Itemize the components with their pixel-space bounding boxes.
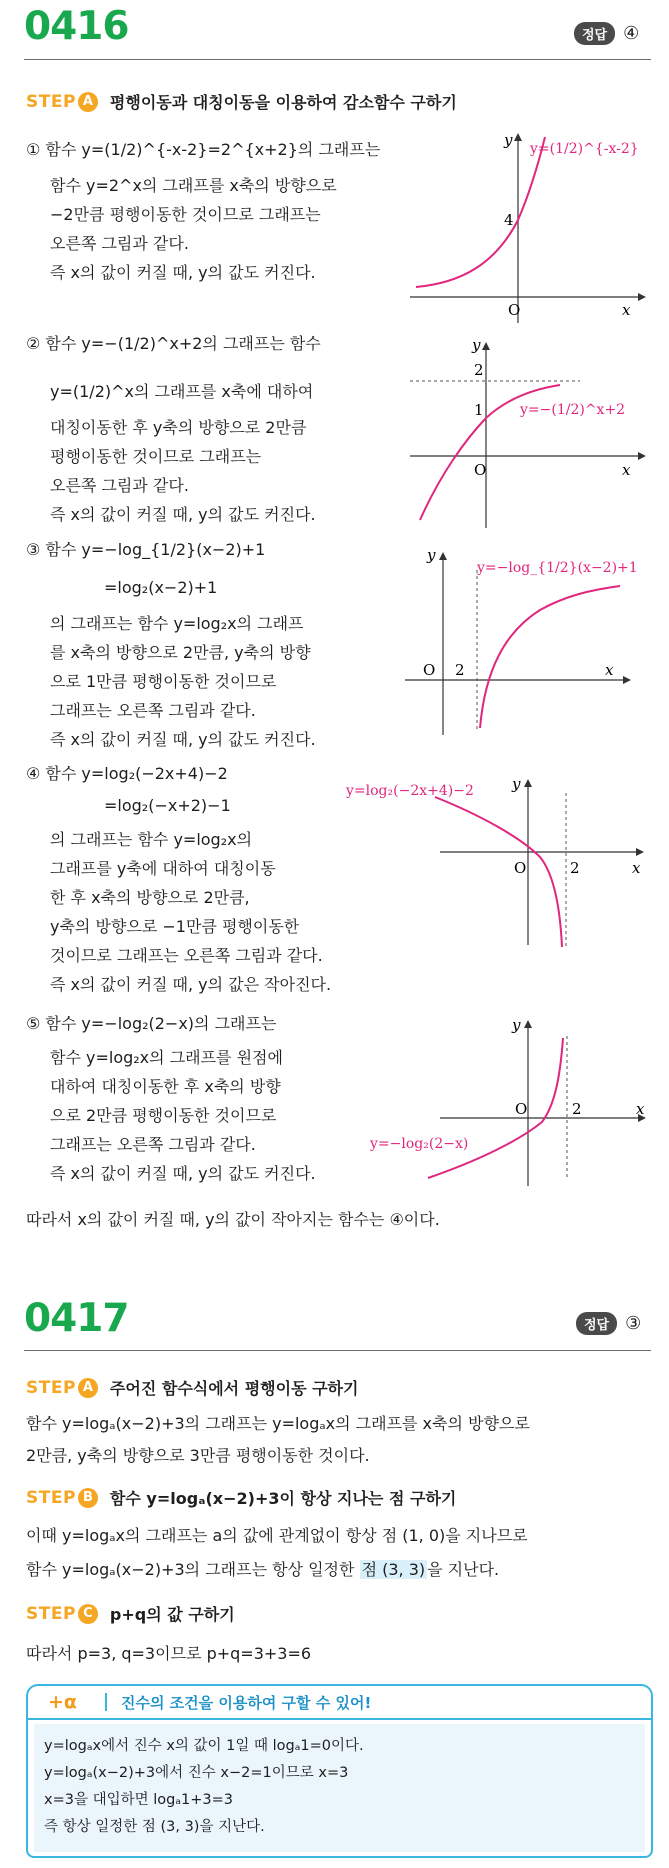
item1-line1: ① 함수 y=(1/2)^{-x-2}=2^{x+2}의 그래프는 <box>26 140 381 159</box>
y-arrow <box>439 552 447 560</box>
curve <box>416 137 545 287</box>
item1-line4: 오른쪽 그림과 같다. <box>50 234 189 253</box>
origin-label: O <box>515 1100 528 1118</box>
graph-1 <box>410 125 650 325</box>
curve <box>435 797 562 947</box>
origin-label: O <box>508 301 521 319</box>
item2-line5: 오른쪽 그림과 같다. <box>50 476 189 495</box>
item2-line6: 즉 x의 값이 커질 때, y의 값도 커진다. <box>50 505 316 524</box>
item4-line1: ④ 함수 y=log₂(−2x+4)−2 <box>26 764 228 783</box>
label-2: 2 <box>474 361 484 379</box>
item3-line2: =log₂(x−2)+1 <box>104 578 218 597</box>
x-label: x <box>622 461 631 479</box>
tip-title: 진수의 조건을 이용하여 구할 수 있어! <box>120 1693 372 1712</box>
item1-line3: −2만큼 평행이동한 것이므로 그래프는 <box>50 205 321 224</box>
divider <box>24 59 651 60</box>
problem-number-0416: 0416 <box>24 4 129 49</box>
item5-line6: 즉 x의 값이 커질 때, y의 값도 커진다. <box>50 1164 316 1183</box>
item2-line3: 대칭이동한 후 y축의 방향으로 2만큼 <box>50 418 307 437</box>
intercept-4: 4 <box>504 211 514 229</box>
item4-line4: 그래프를 y축에 대하여 대칭이동 <box>50 859 276 878</box>
step-word: STEP <box>26 1377 76 1398</box>
item4-line6: y축의 방향으로 −1만큼 평행이동한 <box>50 917 300 936</box>
curve <box>480 586 620 728</box>
step-title: 주어진 함수식에서 평행이동 구하기 <box>109 1379 359 1398</box>
y-arrow <box>524 1020 532 1028</box>
label-1: 1 <box>474 401 484 419</box>
x-arrow <box>638 452 646 460</box>
step-word: STEP <box>26 1603 76 1624</box>
step-c-line1: 따라서 p=3, q=3이므로 p+q=3+3=6 <box>26 1644 312 1663</box>
x-label: x <box>636 1100 645 1118</box>
y-label: y <box>512 1016 521 1034</box>
step-word: STEP <box>26 91 76 112</box>
x-label: x <box>605 661 614 679</box>
item5-line5: 그래프는 오른쪽 그림과 같다. <box>50 1135 256 1154</box>
highlight-point: 점 (3, 3) <box>361 1560 426 1579</box>
step-c-heading <box>26 1602 235 1625</box>
item3-line1: ③ 함수 y=−log_{1/2}(x−2)+1 <box>26 540 266 559</box>
curve-label: y=(1/2)^{-x-2} <box>530 141 639 157</box>
problem-number-0417: 0417 <box>24 1296 129 1341</box>
item5-line1: ⑤ 함수 y=−log₂(2−x)의 그래프는 <box>26 1014 277 1033</box>
graph-4 <box>340 775 660 955</box>
step-title: 평행이동과 대칭이동을 이용하여 감소함수 구하기 <box>109 93 457 112</box>
divider <box>24 1350 651 1351</box>
step-word: STEP <box>26 1487 76 1508</box>
step-b-line2-text: 함수 y=logₐ(x−2)+3의 그래프는 항상 일정한 <box>26 1560 360 1579</box>
curve <box>428 1038 563 1178</box>
x-label: x <box>632 859 641 877</box>
y-arrow <box>524 779 532 787</box>
item1-line5: 즉 x의 값이 커질 때, y의 값도 커진다. <box>50 263 316 282</box>
x-arrow <box>638 293 646 301</box>
item4-line3: 의 그래프는 함수 y=log₂x의 <box>50 830 253 849</box>
label-2: 2 <box>572 1100 582 1118</box>
step-a-heading <box>26 1376 358 1399</box>
y-label: y <box>427 546 436 564</box>
item5-line3: 대하여 대칭이동한 후 x축의 방향 <box>50 1077 281 1096</box>
answer-value: ④ <box>623 23 640 44</box>
item3-line4: 를 x축의 방향으로 2만큼, y축의 방향 <box>50 643 311 662</box>
answer-value: ③ <box>625 1313 642 1334</box>
step-b-line2-end: 을 지난다. <box>427 1560 500 1579</box>
answer-pill: 정답 <box>574 22 615 45</box>
tip-line1: y=logₐx에서 진수 x의 값이 1일 때 logₐ1=0이다. <box>44 1738 364 1754</box>
step-b-line2 <box>26 1560 499 1580</box>
item5-line4: 으로 2만큼 평행이동한 것이므로 <box>50 1106 277 1125</box>
tip-line3: x=3을 대입하면 logₐ1+3=3 <box>44 1792 233 1808</box>
graph-5 <box>360 1010 660 1190</box>
curve-label: y=−(1/2)^x+2 <box>520 402 626 418</box>
curve-label: y=−log_{1/2}(x−2)+1 <box>477 560 638 576</box>
item4-line8: 즉 x의 값이 커질 때, y의 값은 작아진다. <box>50 975 332 994</box>
step-a-line1: 함수 y=logₐ(x−2)+3의 그래프는 y=logₐx의 그래프를 x축의 방향으로 <box>26 1414 530 1433</box>
tip-separator <box>105 1693 107 1711</box>
x-arrow <box>623 676 631 684</box>
graph-3 <box>405 540 655 740</box>
plus-alpha-icon: +α <box>48 1691 77 1713</box>
y-label: y <box>504 131 513 149</box>
origin-label: O <box>423 661 436 679</box>
label-2: 2 <box>570 859 580 877</box>
step-title: p+q의 값 구하기 <box>109 1605 235 1624</box>
graph-2 <box>410 330 650 530</box>
item3-line5: 으로 1만큼 평행이동한 것이므로 <box>50 672 277 691</box>
step-a-heading <box>26 90 457 113</box>
curve-label: y=−log₂(2−x) <box>370 1136 469 1152</box>
step-badge: B <box>78 1488 98 1508</box>
conclusion-0416: 따라서 x의 값이 커질 때, y의 값이 작아지는 함수는 ④이다. <box>26 1210 440 1229</box>
origin-label: O <box>474 461 487 479</box>
y-arrow <box>514 133 522 141</box>
item4-line5: 한 후 x축의 방향으로 2만큼, <box>50 888 250 907</box>
y-label: y <box>512 775 521 793</box>
item3-line6: 그래프는 오른쪽 그림과 같다. <box>50 701 256 720</box>
tip-line4: 즉 항상 일정한 점 (3, 3)을 지난다. <box>44 1819 265 1835</box>
y-arrow <box>482 342 490 350</box>
step-a-line2: 2만큼, y축의 방향으로 3만큼 평행이동한 것이다. <box>26 1446 370 1465</box>
label-2: 2 <box>455 661 465 679</box>
item5-line2: 함수 y=log₂x의 그래프를 원점에 <box>50 1048 283 1067</box>
item2-line1: ② 함수 y=−(1/2)^x+2의 그래프는 함수 <box>26 334 321 353</box>
tip-line2: y=logₐ(x−2)+3에서 진수 x−2=1이므로 x=3 <box>44 1765 349 1781</box>
step-title: 함수 y=logₐ(x−2)+3이 항상 지나는 점 구하기 <box>109 1489 457 1508</box>
answer-pill: 정답 <box>576 1312 617 1335</box>
step-b-line1: 이때 y=logₐx의 그래프는 a의 값에 관계없이 항상 점 (1, 0)을 지나므로 <box>26 1526 528 1545</box>
item4-line2: =log₂(−x+2)−1 <box>104 796 231 815</box>
x-arrow <box>636 848 644 856</box>
step-b-heading <box>26 1486 456 1509</box>
answer-0416 <box>574 22 639 45</box>
curve-label: y=log₂(−2x+4)−2 <box>346 783 474 799</box>
item4-line7: 것이므로 그래프는 오른쪽 그림과 같다. <box>50 946 323 965</box>
item1-line2: 함수 y=2^x의 그래프를 x축의 방향으로 <box>50 176 337 195</box>
step-badge: A <box>78 92 98 112</box>
item2-line4: 평행이동한 것이므로 그래프는 <box>50 447 262 466</box>
step-badge: C <box>78 1604 98 1624</box>
item2-line2: y=(1/2)^x의 그래프를 x축에 대하여 <box>50 382 314 401</box>
item3-line7: 즉 x의 값이 커질 때, y의 값도 커진다. <box>50 730 316 749</box>
x-label: x <box>622 301 631 319</box>
tip-header <box>26 1684 653 1718</box>
answer-0417 <box>576 1312 641 1335</box>
step-badge: A <box>78 1378 98 1398</box>
item3-line3: 의 그래프는 함수 y=log₂x의 그래프 <box>50 614 304 633</box>
origin-label: O <box>514 859 527 877</box>
y-label: y <box>472 336 481 354</box>
